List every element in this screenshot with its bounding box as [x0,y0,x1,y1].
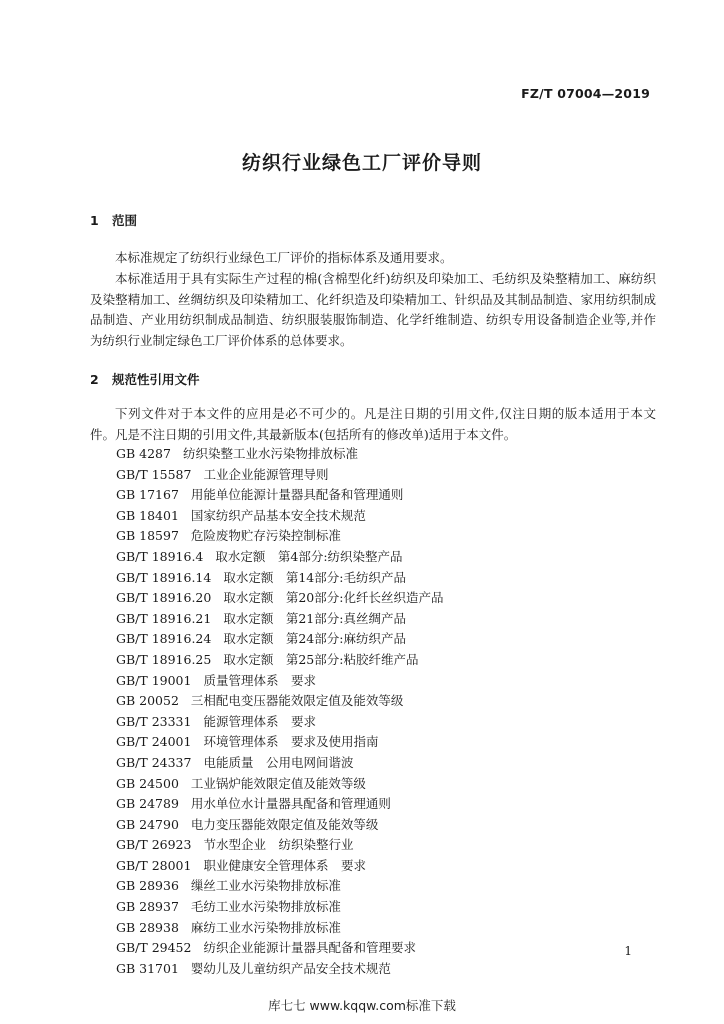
reference-title: 取水定额 第21部分:真丝绸产品 [223,610,406,626]
reference-code: GB/T 18916.25 [116,651,212,667]
reference-item [116,526,443,547]
reference-code: GB/T 24001 [116,734,192,750]
section-number: 2 [90,372,99,387]
paragraph: 本标准规定了纺织行业绿色工厂评价的指标体系及通用要求。 [115,250,453,265]
reference-code: GB/T 18916.24 [116,631,212,647]
reference-code: GB/T 29452 [116,940,192,956]
standard-number: FZ/T 07004—2019 [521,86,650,101]
reference-item [116,609,443,630]
reference-title: 工业锅炉能效限定值及能效等级 [190,775,366,791]
reference-item [116,588,443,609]
reference-code: GB 4287 [116,446,171,461]
reference-title: 取水定额 第25部分:粘胶纤维产品 [223,651,419,667]
document-title: 纺织行业绿色工厂评价导则 [241,152,482,174]
reference-code: GB/T 18916.20 [116,590,212,606]
reference-item [116,938,443,959]
reference-code: GB 24789 [116,796,179,812]
reference-title: 毛纺工业水污染物排放标准 [190,899,341,915]
reference-title: 质量管理体系 要求 [203,672,316,688]
reference-item [116,671,443,692]
watermark-footer: 库七七 www.kqqw.com标准下载 [268,998,456,1013]
reference-title: 纺织染整工业水污染物排放标准 [182,446,358,461]
reference-item [116,774,443,795]
section-1-heading [90,211,137,229]
reference-title: 取水定额 第20部分:化纤长丝织造产品 [223,590,444,606]
section-title: 规范性引用文件 [112,372,200,387]
reference-code: GB 28937 [116,899,179,915]
reference-title: 取水定额 第14部分:毛纺织产品 [223,569,406,585]
reference-title: 取水定额 第24部分:麻纺织产品 [223,631,406,647]
reference-item [116,856,443,877]
reference-item [116,568,443,589]
reference-item [116,732,443,753]
reference-item [116,835,443,856]
reference-item [116,465,443,486]
reference-code: GB 18401 [116,507,179,523]
reference-title: 环境管理体系 要求及使用指南 [203,734,379,750]
reference-code: GB 28938 [116,919,179,935]
paragraph: 下列文件对于本文件的应用是必不可少的。凡是注日期的引用文件,仅注日期的版本适用于本文件。凡是不注日期的引用文件,其最新版本(包括所有的修改单)适用于本文件。 [90,406,656,442]
reference-code: GB/T 18916.21 [116,610,212,626]
reference-code: GB/T 19001 [116,672,192,688]
reference-item [116,444,443,465]
reference-code: GB 18597 [116,528,179,544]
reference-item [116,485,443,506]
reference-code: GB/T 24337 [116,754,192,770]
section-number: 1 [90,213,99,228]
reference-title: 缫丝工业水污染物排放标准 [190,878,341,894]
reference-item [116,650,443,671]
reference-title: 职业健康安全管理体系 要求 [203,857,366,873]
reference-item [116,794,443,815]
reference-title: 用水单位水计量器具配备和管理通则 [190,796,391,812]
reference-item [116,753,443,774]
reference-item [116,959,443,980]
reference-title: 能源管理体系 要求 [203,713,316,729]
reference-code: GB 20052 [116,693,179,709]
reference-item [116,506,443,527]
reference-item [116,815,443,836]
paragraph: 本标准适用于具有实际生产过程的棉(含棉型化纤)纺织及印染加工、毛纺织及染整精加工、麻纺织及染整精加工、丝绸纺织及印染精加工、化纤织造及印染精加工、针织品及其制品制造、家用纺织制成品制造、产业用纺织制成品制造、纺织服装服饰制造、化学纤维制造、纺织专用设备制造企业等,并作为纺织行业制定绿色工厂评价体系的总体要求。 [90,271,656,348]
reference-code: GB/T 18916.4 [116,548,204,564]
reference-code: GB 24790 [116,816,179,832]
reference-title: 纺织企业能源计量器具配备和管理要求 [203,940,416,956]
reference-item [116,712,443,733]
reference-code: GB/T 26923 [116,837,192,853]
reference-item [116,918,443,939]
reference-item [116,629,443,650]
section-2-heading [90,370,200,388]
reference-code: GB 28936 [116,878,179,894]
reference-title: 电力变压器能效限定值及能效等级 [190,816,379,832]
reference-title: 麻纺工业水污染物排放标准 [190,919,341,935]
reference-title: 电能质量 公用电网间谐波 [203,754,354,770]
reference-code: GB 17167 [116,487,179,503]
reference-title: 婴幼儿及儿童纺织产品安全技术规范 [190,960,391,976]
reference-item [116,897,443,918]
reference-title: 用能单位能源计量器具配备和管理通则 [190,487,404,503]
reference-code: GB/T 15587 [116,466,192,482]
section-title: 范围 [112,213,138,228]
reference-code: GB 31701 [116,960,179,976]
reference-title: 危险废物贮存污染控制标准 [190,528,341,544]
reference-code: GB/T 28001 [116,857,192,873]
reference-title: 三相配电变压器能效限定值及能效等级 [190,693,404,709]
reference-title: 取水定额 第4部分:纺织染整产品 [215,548,403,564]
reference-code: GB/T 23331 [116,713,192,729]
reference-item [116,691,443,712]
normative-references-list [116,444,443,979]
reference-title: 节水型企业 纺织染整行业 [203,837,354,853]
reference-code: GB/T 18916.14 [116,569,212,585]
reference-item [116,547,443,568]
reference-title: 工业企业能源管理导则 [203,466,329,482]
page-number: 1 [624,944,632,958]
reference-title: 国家纺织产品基本安全技术规范 [190,507,366,523]
reference-code: GB 24500 [116,775,179,791]
reference-item [116,876,443,897]
